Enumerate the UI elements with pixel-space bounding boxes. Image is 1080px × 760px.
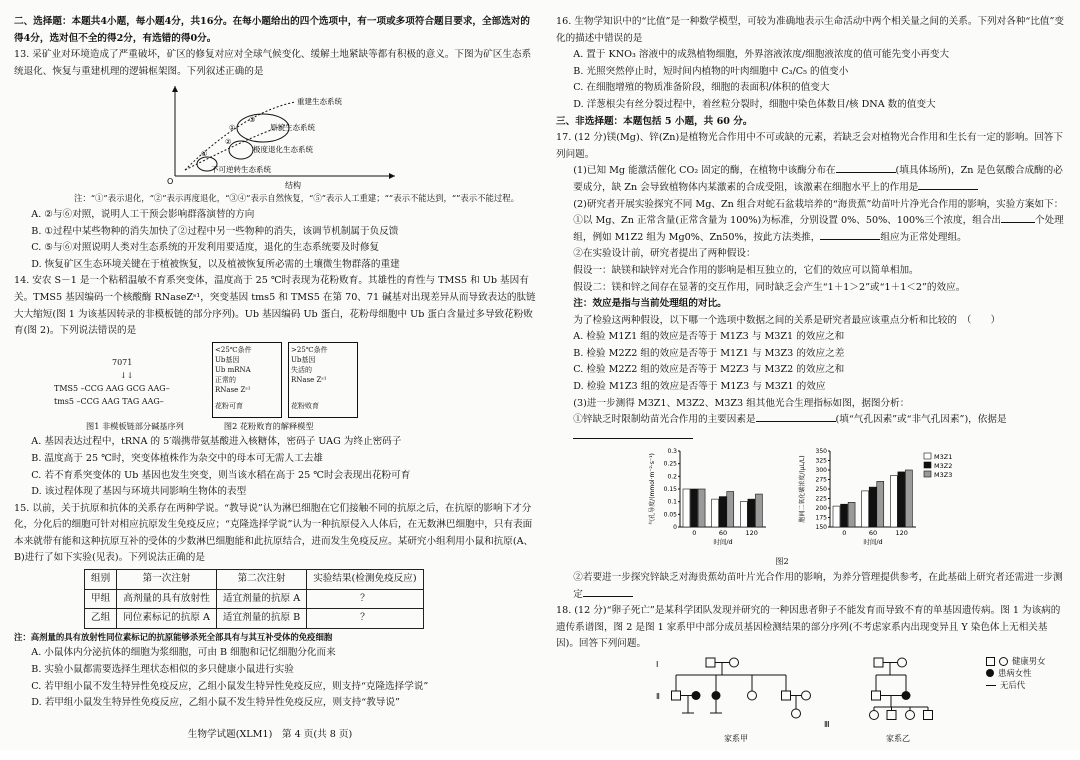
- q16-option-c: C. 在细胞增殖的物质准备阶段，细胞的表面积/体积的值变大: [573, 82, 830, 94]
- q17-option-b: B. 检验 M2Z2 组的效应是否等于 M1Z1 与 M3Z3 的效应之差: [573, 347, 845, 359]
- bar: [712, 500, 719, 528]
- x-axis-label: 时间/d: [863, 538, 883, 547]
- x-tick-label: 0: [842, 529, 847, 538]
- bar: [862, 491, 869, 527]
- y-tick-label: 0.3: [667, 448, 677, 456]
- legend-label: M3Z2: [934, 462, 953, 471]
- fig-xlabel: 结构: [285, 181, 301, 191]
- answer-blank[interactable]: [1001, 222, 1035, 223]
- y-tick-label: 0.15: [663, 486, 677, 494]
- legend-swatch: [924, 471, 931, 477]
- gen-label-1: Ⅰ: [656, 660, 659, 669]
- fig-label-irreversible: 不可逆转生态系统: [211, 165, 271, 175]
- fig2-box-high-temp: >25℃条件 Ub基因 失活的 RNase Zˢ¹ 花粉败育: [288, 342, 358, 418]
- q13-option-b: B. ①过程中某些物种的消失加快了②过程中另一些物种的消失，该调节机制属于负反馈: [31, 225, 399, 237]
- fig2-box-low-temp: <25℃条件 Ub基因 Ub mRNA 正常的 RNase Zˢ¹ 花粉可育: [212, 342, 282, 418]
- q16-option-d: D. 洋葱根尖有丝分裂过程中，着丝粒分裂时，细胞中染色体数目/核 DNA 数的值变大: [573, 98, 936, 110]
- q17-option-d: D. 检验 M1Z3 组的效应是否等于 M1Z3 与 M3Z1 的效应: [573, 381, 826, 393]
- fig-label-original: 原貌生态系统: [270, 123, 315, 133]
- answer-blank[interactable]: [836, 172, 896, 173]
- fig-origin: O: [167, 177, 174, 187]
- bar: [748, 500, 755, 528]
- fig-label-rebuild: 重建生态系统: [297, 97, 342, 107]
- table-header: 第一次注射: [117, 570, 217, 590]
- q14-option-a: A. 基因表达过程中，tRNA 的 5′端携带氨基酸进入核糖体，密码子 UAG 为终止密码子: [31, 436, 402, 448]
- family-b-label: 家系乙: [886, 734, 910, 743]
- bar: [727, 492, 734, 527]
- y-tick-label: 200: [815, 505, 827, 513]
- bar: [877, 482, 884, 528]
- x-axis-label: 时间/d: [713, 538, 733, 547]
- q14-option-c: C. 若不育系突变体的 Ub 基因也发生突变，则当该水稻在高于 25 ℃时会表现出花粉可育: [31, 469, 411, 481]
- q17-charts: [646, 445, 1068, 553]
- q16-option-b: B. 光照突然停止时，短时间内植物的叶肉细胞中 C₃/C₅ 的值变小: [573, 65, 849, 77]
- q15-note: 注：高剂量的具有放射性同位素标记的抗原能够杀死全部具有与其互补受体的免疫细胞: [14, 631, 333, 642]
- table-row: 乙组 同位素标记的抗原 A 适宜剂量的抗原 B ？: [85, 609, 424, 629]
- y-tick-label: 325: [815, 457, 827, 465]
- legend-swatch: [924, 462, 931, 468]
- pedigree-legend: [986, 655, 1046, 691]
- bar: [890, 476, 897, 527]
- legend-affected: 患病女性: [998, 668, 1032, 678]
- q15-stem: 15. 以前，关于抗原和抗体的关系存在两种学说。“教导说”认为淋巴细胞在它们接触不同的抗原之后，在抗原的影响下才分化，分化后的细胞可针对相应抗原发生免疫反应；“克隆选择学说”认为一种抗原侵入人体后，在无数淋巴细胞中，只有表面本来就带有能和这种抗原互补的受体的少数淋巴细胞能和此抗原结合，进而发生免疫反应。某研究小组利用小鼠和抗原(A、B)进行了如下实验(见表)。下列说法正确的是: [14, 502, 534, 564]
- gen-label-3: Ⅲ: [824, 720, 830, 729]
- fig-label-degraded: 极度退化生态系统: [253, 145, 313, 155]
- q14-caption2: 图2 花粉败育的解释模型: [223, 420, 314, 431]
- fig-marker-4: ④: [201, 150, 208, 159]
- seq-position: 7071: [112, 357, 133, 367]
- y-axis-label: 气孔导度/(mmol·m⁻²·s⁻¹): [649, 453, 656, 526]
- legend-label: M3Z3: [934, 471, 953, 480]
- section3-header: 三、非选择题：本题包括 5 小题，共 60 分。: [556, 115, 753, 127]
- table-header: 实验结果(检测免疫反应): [307, 570, 423, 590]
- q15-table: [84, 569, 424, 629]
- stomatal-conductance-chart: [646, 445, 786, 549]
- q16-stem: 16. 生物学知识中的“比值”是一种数学模型，可较为准确地表示生命活动中两个相关量之间的关系。下列对各种“比值”变化的描述中错误的是: [556, 16, 1065, 44]
- y-tick-label: 0: [673, 524, 677, 532]
- fig-marker-3: ③: [249, 116, 256, 125]
- y-tick-label: 275: [815, 476, 827, 484]
- q13-fig-note: 注：“①”表示退化，“②”表示再度退化，“③④”表示自然恢复，“⑤”表示人工重建；“”表示不能达到，“”表示不能过程。: [74, 193, 520, 204]
- q17-p2b: ②在实验设计前，研究者提出了两种假设：: [573, 248, 756, 260]
- bar: [841, 505, 848, 528]
- q17-p3b: ②若要进一步探究锌缺乏对海贵蕉幼苗叶片光合作用的影响，为养分管理提供参考，在此基础上研究者还需进一步测定: [573, 572, 1063, 600]
- q17-note: 注：效应是指与当前处理组的对比。: [573, 298, 727, 310]
- q15-option-c: C. 若甲组小鼠不发生特异性免疫反应，乙组小鼠发生特异性免疫反应，则支持“克隆选择学说”: [31, 680, 429, 692]
- y-tick-label: 0.05: [663, 511, 677, 519]
- bar: [898, 472, 905, 527]
- q13-figure: [145, 80, 405, 190]
- q14-caption1: 图1 非模板链部分碱基序列: [86, 420, 184, 431]
- q14-fig1: 7071 ↓↓ TMS5 –CCG AAG GCG AAG– tms5 –CCG AAG TAG AAG–: [54, 342, 204, 408]
- y-tick-label: 300: [815, 467, 827, 475]
- q13-stem: 13. 采矿业对环境造成了严重破坏，矿区的修复对应对全球气候变化、缓解土地紧缺等都有积极的意义。下图为矿区生态系统退化、恢复与重建机理的逻辑框架图。下列叙述正确的是: [14, 49, 532, 77]
- x-tick-label: 120: [895, 529, 908, 538]
- x-tick-label: 60: [868, 529, 878, 538]
- answer-blank[interactable]: [820, 239, 880, 240]
- q14-fig2: [212, 342, 358, 418]
- y-tick-label: 0.2: [667, 473, 677, 481]
- y-tick-label: 250: [815, 486, 827, 494]
- q13-option-c: C. ⑤与⑥对照说明人类对生态系统的开发利用要适度，退化的生态系统要及时修复: [31, 242, 380, 254]
- bar: [691, 489, 698, 527]
- left-column: [14, 14, 536, 712]
- legend-swatch: [924, 453, 931, 459]
- bar: [755, 495, 762, 528]
- q17-choose: 为了检验这两种假设，以下哪一个选项中数据之间的关系是研究者最应该重点分析和比较的 （ ）: [573, 314, 1001, 326]
- q15-option-a: A. 小鼠体内分泌抗体的细胞为浆细胞，可由 B 细胞和记忆细胞分化而来: [31, 647, 336, 659]
- q17-p1a: (1)已知 Mg 能激活催化 CO₂ 固定的酶，在植物中该酶分布在: [573, 165, 836, 177]
- legend-label: M3Z1: [934, 453, 953, 462]
- legend-no-offspring: 无后代: [1000, 680, 1026, 690]
- x-tick-label: 120: [745, 529, 758, 538]
- q14-option-b: B. 温度高于 25 ℃时，突变体植株作为杂交中的母本可无需人工去雄: [31, 452, 323, 464]
- answer-blank[interactable]: [573, 438, 693, 439]
- q15-option-d: D. 若甲组小鼠发生特异性免疫反应，乙组小鼠不发生特异性免疫反应，则支持“教导说”: [31, 697, 400, 709]
- q17-p2: (2)研究者开展实验探究不同 Mg、Zn 组合对蛇石盆栽培养的“海贵蕉”幼苗叶片净光合作用的影响，实验方案如下：: [573, 198, 1064, 210]
- y-axis-label: 胞间二氧化碳浓度/(μL/L): [799, 455, 806, 524]
- x-tick-label: 0: [692, 529, 697, 538]
- q16-option-a: A. 置于 KNO₃ 溶液中的成熟植物细胞，外界溶液浓度/细胞液浓度的值可能先变小再变大: [573, 49, 950, 61]
- q17-stem: 17. (12 分)镁(Mg)、锌(Zn)是植物光合作用中不可或缺的元素，若缺乏会对植物光合作用和生长有一定的影响。回答下列问题。: [556, 132, 1063, 160]
- q14-figures: [54, 342, 536, 418]
- q13-option-d: D. 恢复矿区生态环境关键在于植被恢复，以及植被恢复所必需的土壤微生物群落的重建: [31, 258, 400, 270]
- gen-label-2: Ⅱ: [656, 692, 660, 701]
- x-tick-label: 60: [718, 529, 728, 538]
- section2-header: 二、选择题：本题共4小题，每小题4分，共16分。在每小题给出的四个选项中，有一项或多项符合题目要求，全部选对的得4分，选对但不全的得2分，有选错的得0分。: [14, 16, 530, 44]
- answer-blank[interactable]: [756, 421, 836, 422]
- q18-stem: 18. (12 分)“卵子死亡”是某科学团队发现并研究的一种因患者卵子不能发育而导致不育的单基因遗传病。图 1 为该病的遗传系谱图，图 2 是图 1 家系甲中部分成员基因检测结果的部分序列(不考虑家系内出现变异且 Y 染色体上无相关基因)。回答下列问题。: [556, 605, 1061, 650]
- q14-stem: 14. 安农 S－1 是一个粘稻温敏不育系突变体，温度高于 25 ℃时表现为花粉败育。其雄性的育性与 TMS5 和 Ub 基因有关。TMS5 基因编码一个核酸酶 RNaseZˢ¹，突变基因 tms5 和 TMS5 在第 70、71 碱基对出现差异从而导致表达的肽链大大缩短(图 1 为该基因转录的非模板链的部分序列)。Ub 基因编码 Ub 蛋白，花粉母细胞中 Ub 蛋白含量过多导致花粉败育(图 2)。下列说法错误的是: [14, 275, 536, 337]
- fig-marker-1: ①: [229, 124, 236, 133]
- pedigree-area: [556, 653, 1068, 753]
- answer-blank[interactable]: [918, 189, 978, 190]
- y-tick-label: 175: [815, 514, 827, 522]
- y-tick-label: 0.1: [667, 499, 677, 507]
- table-header: 第二次注射: [216, 570, 306, 590]
- bar: [869, 488, 876, 528]
- bar: [833, 507, 840, 528]
- y-tick-label: 0.25: [663, 461, 677, 469]
- q17-option-c: C. 检验 M2Z2 组的效应是否等于 M2Z3 与 M3Z2 的效应之和: [573, 364, 845, 376]
- q17-h1: 假设一：缺镁和缺锌对光合作用的影响是相互独立的，它们的效应可以简单相加。: [573, 264, 919, 276]
- q17-p3: (3)进一步测得 M3Z1、M3Z2、M3Z3 组其他光合生理指标如图，据图分析：: [573, 397, 910, 409]
- q13-option-a: A. ②与⑥对照，说明人工干预会影响群落演替的方向: [31, 208, 255, 220]
- bar: [719, 497, 726, 527]
- bar: [683, 489, 690, 527]
- answer-blank[interactable]: [583, 596, 633, 597]
- legend-healthy: 健康男女: [1012, 656, 1046, 666]
- q17-p1b: (填具体场所)，Zn 是色氨酸合成酶的必要成分，缺 Zn 会导致植物体内某激素的合成受阻，该激素在细胞水平上的作用是: [573, 165, 1063, 193]
- table-header: 组别: [85, 570, 117, 590]
- table-row: 甲组 高剂量的具有放射性 适宜剂量的抗原 A ？: [85, 589, 424, 609]
- fig-marker-2: ②: [225, 138, 232, 147]
- y-tick-label: 350: [815, 448, 827, 456]
- right-column: 16. 生物学知识中的“比值”是一种数学模型，可较为准确地表示生命活动中两个相关量之间的关系。下列对各种“比值”变化的描述中错误的是 A. 置于 KNO₃ 溶液中的成熟植物细胞，外界溶液浓度/细胞液浓度的值可能先变小再变大 B. 光照突然停止时，短时间内植物的叶肉细胞中 C₃/C₅ 的值变小 C. 在细胞增殖的物质准备阶段，细胞的表面积/体积的值变大 D. 洋葱根尖有丝分裂过程中，着丝粒分裂时，细胞中染色体数目/核 DNA 数的值变大 三、非选择题：本题包括 5 小题，共 60 分。 17. (12 分)镁(Mg)、锌(Zn)是植物光合作用中不可或缺的元素，若缺乏会对植物光合作用和生长有一定的影响。回答下列问题。 (1)已知 Mg 能激活催化 CO₂ 固定的酶，在植物中该酶分布在 (填具体场所)，Zn 是色氨酸合成酶的必要成分，缺 Zn 会导致植物体内某激素的合成受阻，该激素在细胞水平上的作用是 (2)研究者开展实验探究不同 Mg、Zn 组合对蛇石盆栽培养的“海贵蕉”幼苗叶片净光合作用的影响，实验方案如下： ①以 Mg、Zn 正常含量(正常含量为 100%)为标准，分别设置 0%、50%、100%三个浓度，组合出 个处理组，例如 M1Z2 组为 Mg0%、Zn50%，按此方法类推， 组应为正常处理组。 ②在实验设计前，研究者提出了两种假设： 假设一：缺镁和缺锌对光合作用的影响是相互独立的，它们的效应可以简单相加。 假设二：镁和锌之间存在显著的交互作用，同时缺乏会产生“1＋1＞2”或“1＋1＜2”的效应。 注：效应是指与当前处理组的对比。 为了检验这两种假设，以下哪一个选项中数据之间的关系是研究者最应该重点分析和比较的 （ ） A. 检验 M1Z1 组的效应是否等于 M1Z3 与 M3Z1 的效应之和 B. 检验 M2Z2 组的效应是否等于 M1Z1 与 M3Z3 的效应之差 C. 检验 M2Z2 组的效应是否等于 M2Z3 与 M3Z2 的效应之和 D. 检验 M1Z3 组的效应是否等于 M1Z3 与 M3Z1 的效应 (3)进一步测得 M3Z1、M3Z2、M3Z3 组其他光合生理指标如图，据图分析： ①锌缺乏时限制幼苗光合作用的主要因素是 (填“气孔因素”或“非气孔因素”)，依据是 0 0.05 0.1 0.15 0.2 0.25 0.3 气孔导度/(mmol·m⁻²·s⁻¹) 0 60 120 时间/d 150 175 200 225 250 275 300 325 350 胞间二氧化碳浓度/(μL/L) 0 60 120 时间/d M3Z1 M3Z2 M3Z3 图2 ②若要进一步探究锌缺乏对海贵蕉幼苗叶片光合作用的影响，为养分管理提供参考，在此基础上研究者还需进一步测定 18. (12 分)“卵子死亡”是某科学团队发现并研究的一种因患者卵子不能发育而导致不育的单基因遗传病。图 1 为该病的遗传系谱图，图 2 是图 1 家系甲中部分成员基因检测结果的部分序列(不考虑家系内出现变异且 Y 染色体上无相关基因)。回答下列问题。 Ⅰ Ⅱ 家系甲 Ⅲ 家系乙 健康男女 患病女性 无后代: [556, 14, 1068, 753]
- family-a-label: 家系甲: [724, 734, 748, 743]
- q17-h2: 假设二：镁和锌之间存在显著的交互作用，同时缺乏会产生“1＋1＞2”或“1＋1＜2”的效应。: [573, 281, 966, 293]
- bar: [905, 470, 912, 527]
- seq-tms5: TMS5 –CCG AAG GCG AAG–: [54, 383, 170, 393]
- bar: [698, 489, 705, 527]
- y-tick-label: 150: [815, 524, 827, 532]
- bar: [740, 502, 747, 527]
- intercellular-co2-chart: [796, 445, 966, 549]
- page-footer: 生物学试题(XLM1) 第 4 页(共 8 页): [187, 729, 353, 740]
- y-tick-label: 225: [815, 495, 827, 503]
- bar: [848, 503, 855, 528]
- q14-option-d: D. 该过程体现了基因与环境共同影响生物体的表型: [31, 486, 247, 498]
- seq-tms5-mutant: tms5 –CCG AAG TAG AAG–: [54, 396, 164, 406]
- q17-option-a: A. 检验 M1Z1 组的效应是否等于 M1Z3 与 M3Z1 的效应之和: [573, 331, 845, 343]
- q15-option-b: B. 实验小鼠都需要选择生理状态相似的多只健康小鼠进行实验: [31, 664, 294, 676]
- q17-fig-caption: 图2: [775, 556, 789, 567]
